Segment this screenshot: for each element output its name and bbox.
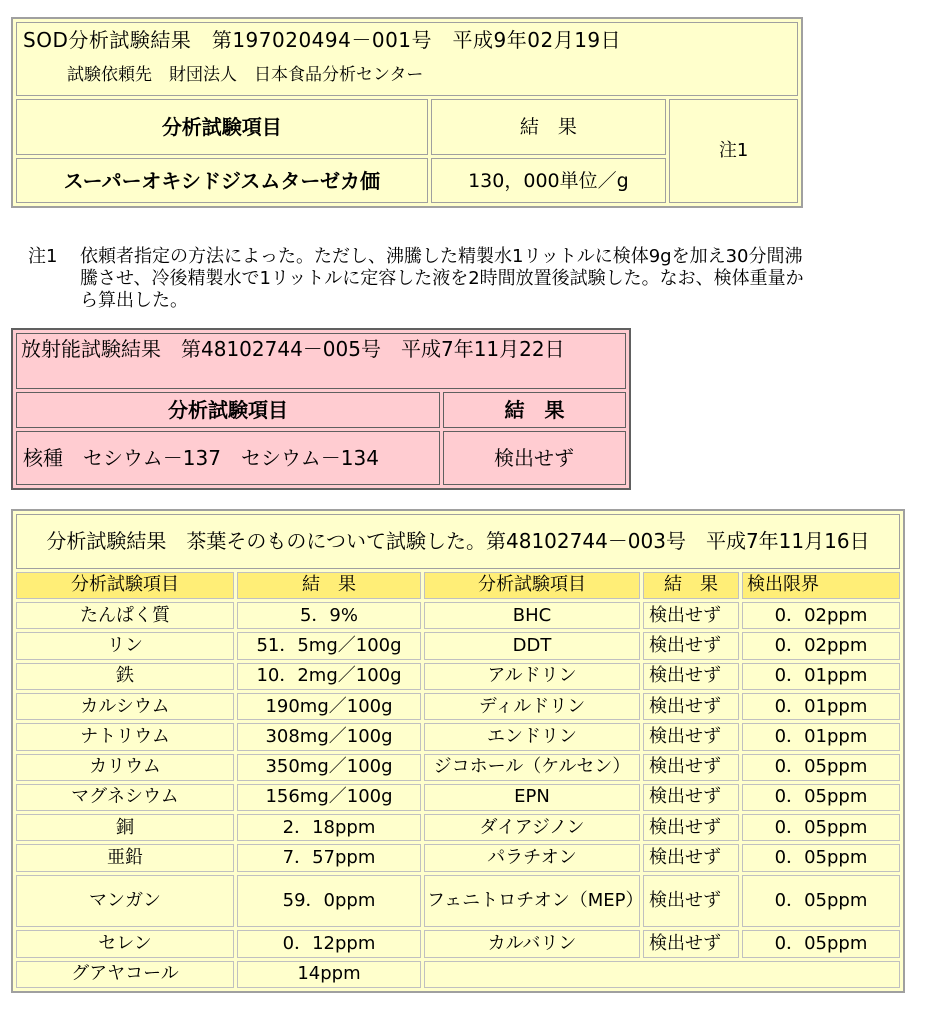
tea-result2: 検出せず (643, 844, 739, 871)
tea-item1: カルシウム (16, 693, 234, 720)
tea-limit: 0．05ppm (742, 844, 900, 871)
table-row (16, 632, 900, 659)
tea-item2: DDT (424, 632, 640, 659)
tea-limit: 0．05ppm (742, 875, 900, 928)
tea-limit: 0．02ppm (742, 602, 900, 629)
tea-result1: 2．18ppm (237, 814, 421, 841)
table-row (16, 814, 900, 841)
tea-limit: 0．01ppm (742, 693, 900, 720)
sod-results-table (11, 17, 803, 208)
sod-header-cell (16, 22, 798, 96)
tea-item1: 鉄 (16, 663, 234, 690)
tea-result1: 190mg／100g (237, 693, 421, 720)
tea-result1: 308mg／100g (237, 723, 421, 750)
tea-result2: 検出せず (643, 693, 739, 720)
note-1 (28, 246, 818, 312)
table-row (16, 693, 900, 720)
tea-limit: 0．05ppm (742, 814, 900, 841)
tea-limit: 0．05ppm (742, 754, 900, 781)
tea-result2: 検出せず (643, 814, 739, 841)
tea-item1: カリウム (16, 754, 234, 781)
sod-note-ref: 注1 (669, 99, 798, 203)
radiation-result-header: 結 果 (443, 392, 626, 428)
tea-item1: ナトリウム (16, 723, 234, 750)
tea-result2: 検出せず (643, 784, 739, 811)
tea-item2: アルドリン (424, 663, 640, 690)
radiation-item-header: 分析試験項目 (16, 392, 440, 428)
tea-result2: 検出せず (643, 754, 739, 781)
sod-title: SOD分析試験結果 第197020494－001号 平成9年02月19日 (23, 28, 622, 52)
tea-result1: 14ppm (237, 961, 421, 988)
radiation-title: 放射能試験結果 第48102744－005号 平成7年11月22日 (16, 333, 626, 389)
tea-result1: 51．5mg／100g (237, 632, 421, 659)
sod-result-header: 結 果 (431, 99, 667, 156)
tea-result2-header: 結 果 (643, 572, 739, 599)
tea-item1: たんぱく質 (16, 602, 234, 629)
tea-item2: カルバリン (424, 930, 640, 957)
tea-result1: 5．9% (237, 602, 421, 629)
tea-result1: 7．57ppm (237, 844, 421, 871)
tea-empty-cell (424, 961, 900, 988)
table-row (16, 961, 900, 988)
tea-item2: エンドリン (424, 723, 640, 750)
tea-limit: 0．05ppm (742, 784, 900, 811)
table-row (16, 754, 900, 781)
note-1-label: 注1 (28, 246, 58, 267)
tea-result1: 0．12ppm (237, 930, 421, 957)
tea-result2: 検出せず (643, 663, 739, 690)
table-row (16, 784, 900, 811)
sod-item: スーパーオキシドジスムターゼカ価 (16, 158, 428, 203)
tea-limit: 0．02ppm (742, 632, 900, 659)
table-row (16, 663, 900, 690)
tea-item1: リン (16, 632, 234, 659)
tea-item2: ダイアジノン (424, 814, 640, 841)
tea-item1: マグネシウム (16, 784, 234, 811)
tea-result2: 検出せず (643, 723, 739, 750)
radiation-results-table (11, 328, 631, 490)
tea-item2: BHC (424, 602, 640, 629)
tea-item2: ジコホール（ケルセン） (424, 754, 640, 781)
tea-item2: パラチオン (424, 844, 640, 871)
tea-item1: 銅 (16, 814, 234, 841)
tea-limit: 0．01ppm (742, 663, 900, 690)
table-row (16, 602, 900, 629)
table-row (16, 875, 900, 928)
tea-limit: 0．05ppm (742, 930, 900, 957)
sod-result: 130，000単位／g (431, 158, 667, 203)
tea-limit-header: 検出限界 (742, 572, 900, 599)
tea-result2: 検出せず (643, 930, 739, 957)
tea-limit: 0．01ppm (742, 723, 900, 750)
radiation-result: 検出せず (443, 431, 626, 485)
tea-item1: グアヤコール (16, 961, 234, 988)
tea-result1: 350mg／100g (237, 754, 421, 781)
tea-item2: フェニトロチオン（MEP） (424, 875, 640, 928)
tea-item1: 亜鉛 (16, 844, 234, 871)
tea-result1: 59．0ppm (237, 875, 421, 928)
table-row (16, 723, 900, 750)
note-1-text: 依頼者指定の方法によった。ただし、沸騰した精製水1リットルに検体9gを加え30分間沸騰させ、冷後精製水で1リットルに定容した液を2時間放置後試験した。なお、検体重量から算出した。 (80, 246, 804, 311)
tea-result1-header: 結 果 (237, 572, 421, 599)
tea-result2: 検出せず (643, 602, 739, 629)
radiation-item: 核種 セシウム－137 セシウム－134 (16, 431, 440, 485)
tea-results-table (11, 509, 905, 993)
tea-item2-header: 分析試験項目 (424, 572, 640, 599)
tea-item1: マンガン (16, 875, 234, 928)
sod-item-header: 分析試験項目 (16, 99, 428, 156)
tea-item2: EPN (424, 784, 640, 811)
tea-title: 分析試験結果 茶葉そのものについて試験した。第48102744－003号 平成7年11月16日 (16, 514, 900, 569)
tea-item2: ディルドリン (424, 693, 640, 720)
sod-client: 試験依頼先 財団法人 日本食品分析センター (67, 65, 424, 85)
table-row (16, 930, 900, 957)
tea-result1: 10．2mg／100g (237, 663, 421, 690)
tea-result1: 156mg／100g (237, 784, 421, 811)
tea-result2: 検出せず (643, 875, 739, 928)
table-row (16, 844, 900, 871)
tea-item1: セレン (16, 930, 234, 957)
tea-item1-header: 分析試験項目 (16, 572, 234, 599)
tea-result2: 検出せず (643, 632, 739, 659)
